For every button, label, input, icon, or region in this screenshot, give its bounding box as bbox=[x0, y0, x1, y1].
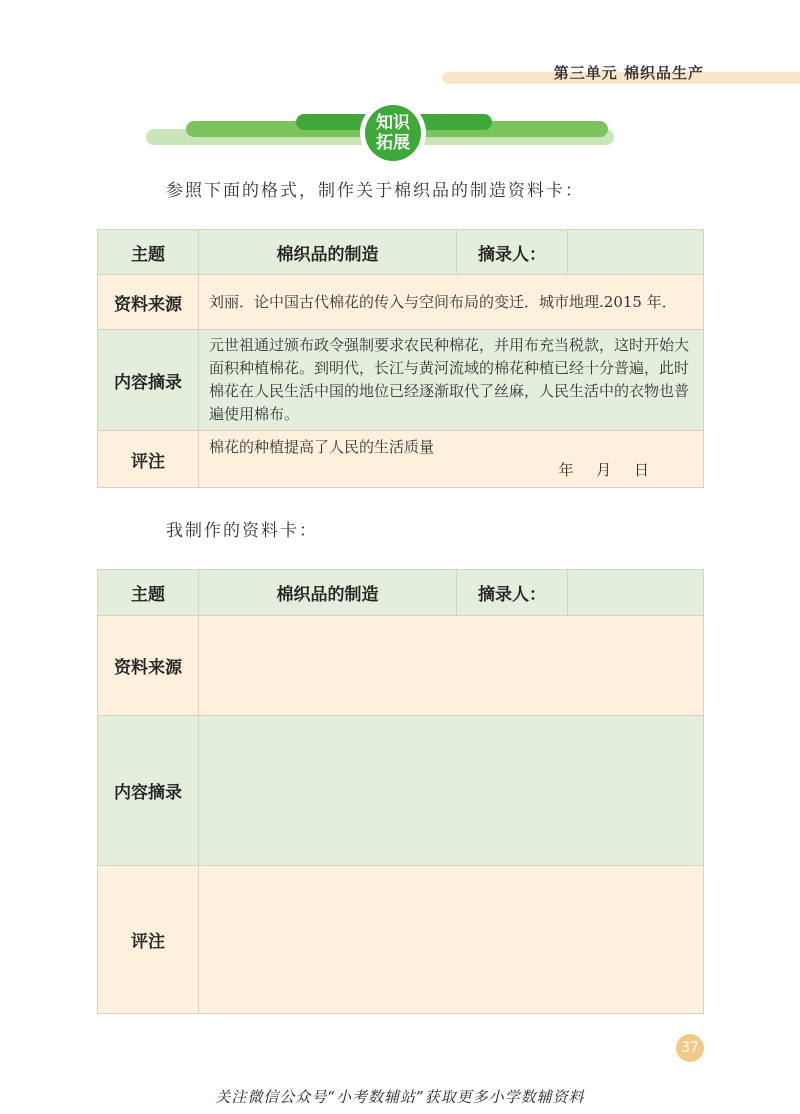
content-label: 内容摘录 bbox=[98, 330, 199, 431]
example-info-card bbox=[97, 229, 704, 488]
content-value: 元世祖通过颁布政令强制要求农民种棉花，并用布充当税款，这时开始大面积种植棉花。到明代，长江与黄河流域的棉花种植已经十分普遍，此时棉花在人民生活中国的地位已经逐渐取代了丝麻，人民生活中的衣物也普遍使用棉布。 bbox=[209, 336, 690, 423]
recorder-label: 摘录人： bbox=[457, 230, 568, 275]
my-recorder-label: 摘录人： bbox=[457, 570, 568, 616]
topic-label: 主题 bbox=[98, 230, 199, 275]
my-comment-input[interactable] bbox=[199, 866, 704, 1014]
content-row bbox=[98, 330, 704, 431]
banner-badge-inner bbox=[365, 105, 421, 161]
comment-value: 棉花的种植提高了人民的生活质量 bbox=[209, 438, 435, 456]
source-row bbox=[98, 275, 704, 330]
source-label: 资料来源 bbox=[98, 275, 199, 330]
recorder-value bbox=[568, 230, 704, 275]
my-source-label: 资料来源 bbox=[98, 616, 199, 716]
page-number: 37 bbox=[676, 1034, 704, 1062]
date-line: 年 月 日 bbox=[558, 461, 649, 479]
my-comment-label: 评注 bbox=[98, 866, 199, 1014]
my-content-row bbox=[98, 716, 704, 866]
my-content-input[interactable] bbox=[199, 716, 704, 866]
my-source-row bbox=[98, 616, 704, 716]
instruction-text-2: 我制作的资料卡： bbox=[166, 521, 318, 541]
my-topic-label: 主题 bbox=[98, 570, 199, 616]
topic-value: 棉织品的制造 bbox=[199, 230, 457, 275]
banner-line1: 知识 bbox=[376, 113, 410, 133]
instruction-text: 参照下面的格式，制作关于棉织品的制造资料卡： bbox=[166, 181, 584, 201]
my-topic-row bbox=[98, 570, 704, 616]
my-topic-value: 棉织品的制造 bbox=[199, 570, 457, 616]
banner-badge bbox=[360, 100, 426, 166]
footer-note: 关注微信公众号“小考数辅站”获取更多小学数辅资料 bbox=[215, 1088, 585, 1106]
my-comment-row bbox=[98, 866, 704, 1014]
my-source-input[interactable] bbox=[199, 616, 704, 716]
topic-row bbox=[98, 230, 704, 275]
banner-line2: 拓展 bbox=[376, 133, 410, 153]
my-recorder-input[interactable] bbox=[568, 570, 704, 616]
comment-row bbox=[98, 431, 704, 488]
my-info-card bbox=[97, 569, 704, 1014]
comment-label: 评注 bbox=[98, 431, 199, 488]
my-content-label: 内容摘录 bbox=[98, 716, 199, 866]
unit-title: 第三单元 棉织品生产 bbox=[553, 64, 704, 82]
source-value: 刘丽．论中国古代棉花的传入与空间布局的变迁．城市地理.2015 年． bbox=[209, 292, 677, 311]
